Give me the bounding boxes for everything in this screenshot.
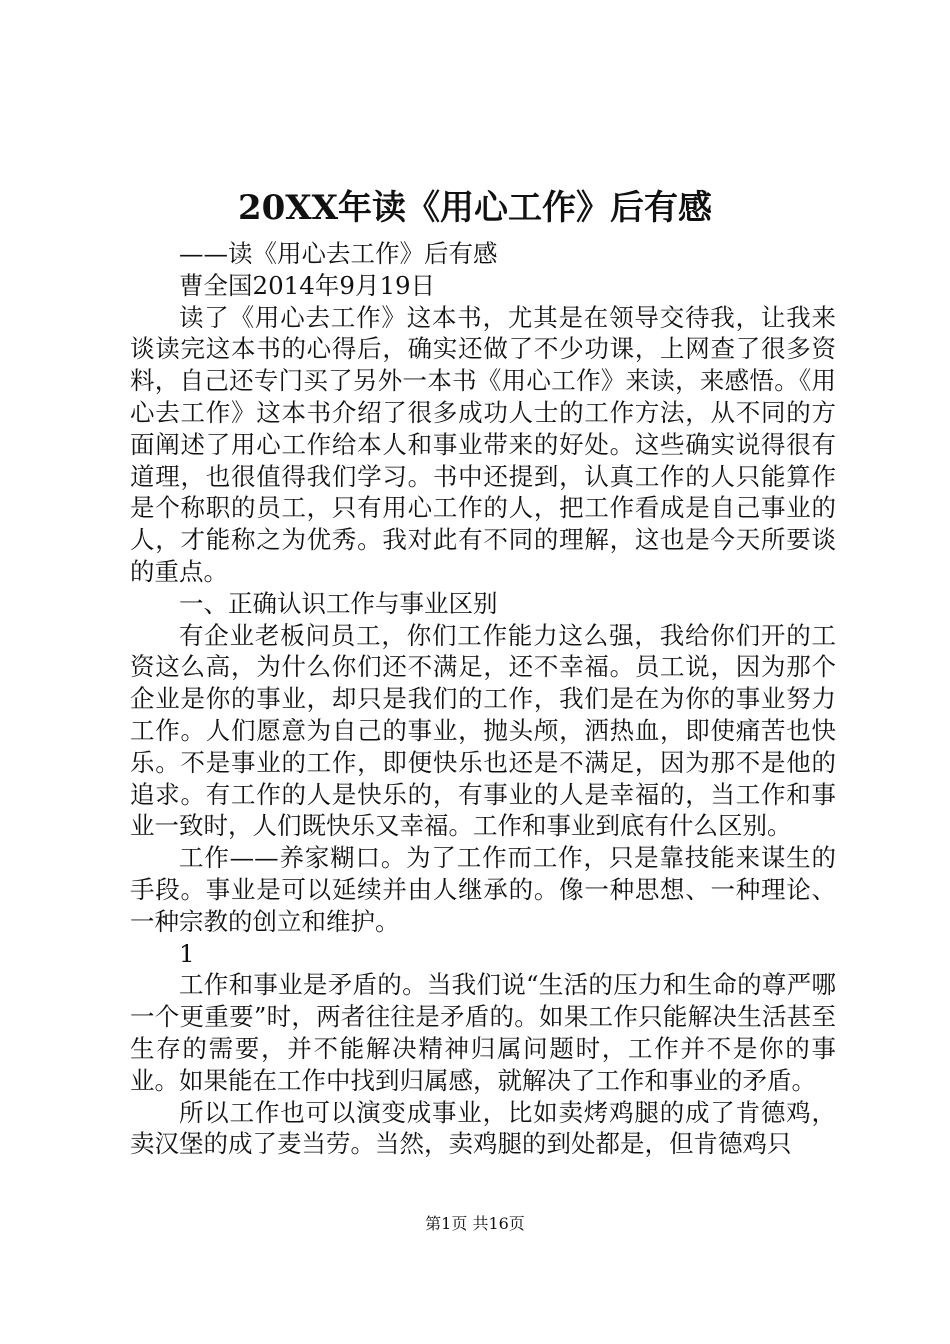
- document-body: [130, 238, 836, 1160]
- section-heading: 一、正确认识工作与事业区别: [179, 588, 498, 618]
- inline-page-number: 1: [179, 938, 195, 968]
- paragraph: 有企业老板问员工，你们工作能力这么强，我给你们开的工资这么高，为什么你们还不满足，还不幸福。员工说，因为那个企业是你的事业，却只是我们的工作，我们是在为你的事业努力工作。人们愿意为自己的事业，抛头颅，洒热血，即使痛苦也快乐。不是事业的工作，即便快乐也还是不满足，因为那不是他的追求。有工作的人是快乐的，有事业的人是幸福的，当工作和事业一致时，人们既快乐又幸福。工作和事业到底有什么区别。: [130, 620, 836, 841]
- paragraph: 工作——养家糊口。为了工作而工作，只是靠技能来谋生的手段。事业是可以延续并由人继承的。像一种思想、一种理论、一种宗教的创立和维护。: [130, 843, 836, 936]
- page-footer: 第1页 共16页: [425, 1214, 525, 1233]
- paragraph: 工作和事业是矛盾的。当我们说“生活的压力和生命的尊严哪一个更重要”时，两者往往是矛盾的。如果工作只能解决生活甚至生存的需要，并不能解决精神归属问题时，工作并不是你的事业。如果能在工作中找到归属感，就解决了工作和事业的矛盾。: [130, 970, 836, 1095]
- subtitle: ——读《用心去工作》后有感: [179, 239, 498, 268]
- author-date: 曹全国2014年9月19日: [179, 270, 436, 300]
- paragraph: 读了《用心去工作》这本书，尤其是在领导交待我，让我来谈读完这本书的心得后，确实还做了不少功课，上网查了很多资料，自己还专门买了另外一本书《用心工作》来读，来感悟。《用心去工作》这本书介绍了很多成功人士的工作方法，从不同的方面阐述了用心工作给本人和事业带来的好处。这些确实说得很有道理，也很值得我们学习。书中还提到，认真工作的人只能算作是个称职的员工，只有用心工作的人，把工作看成是自己事业的人，才能称之为优秀。我对此有不同的理解，这也是今天所要谈的重点。: [130, 302, 836, 586]
- document-title: 20XX年读《用心工作》后有感: [237, 188, 713, 228]
- paragraph: 所以工作也可以演变成事业，比如卖烤鸡腿的成了肯德鸡，卖汉堡的成了麦当劳。当然，卖鸡腿的到处都是，但肯德鸡只: [130, 1097, 836, 1159]
